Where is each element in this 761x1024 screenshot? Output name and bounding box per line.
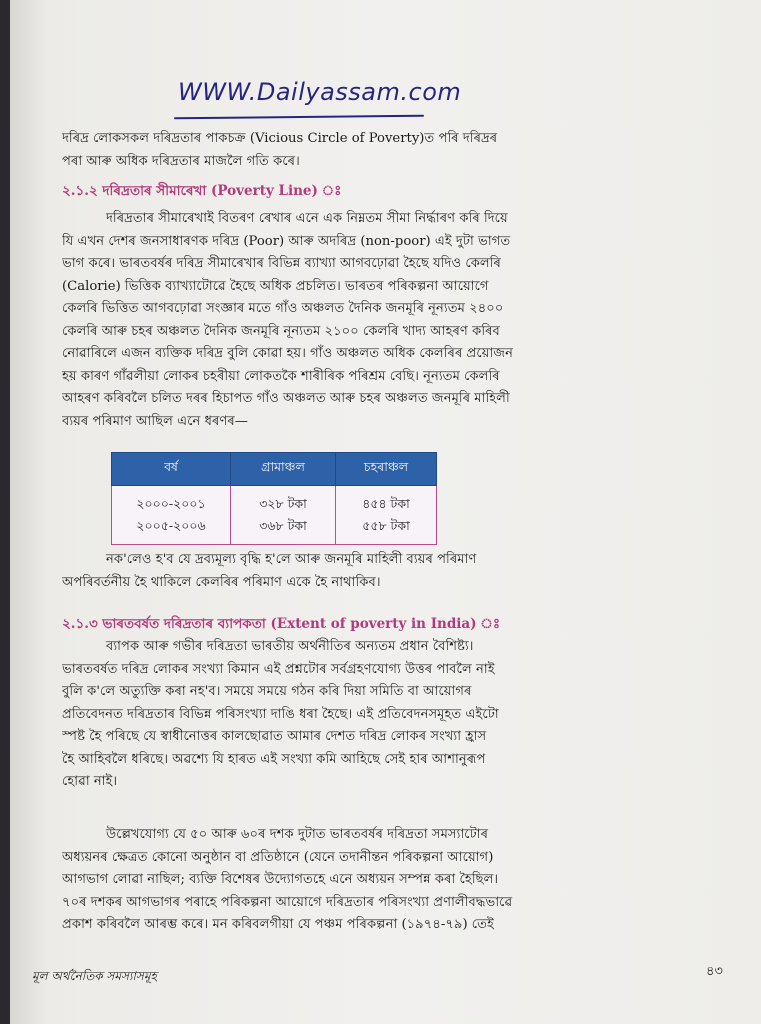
text-line: কেলৰি আৰু চহৰ অঞ্চলত দৈনিক জনমূৰি নূন্যতম ২১০০ কেলৰি খাদ্য আহৰণ কৰিব	[62, 323, 500, 339]
header-year: বৰ্ষ	[112, 453, 231, 486]
year-value: ২০০৫-২০০৬	[136, 518, 206, 533]
book-page	[10, 0, 761, 1024]
text-line: নক'লেও হ'ব যে দ্ৰব্যমূল্য বৃদ্ধি হ'লে আৰু জনমূৰি মাহিলী ব্যয়ৰ পৰিমাণ	[106, 552, 477, 567]
text-line: অপৰিবৰ্তনীয় হৈ থাকিলে কেলৰিৰ পৰিমাণ একে হৈ নাথাকিব।	[62, 574, 381, 590]
text-line: ব্যয়ৰ পৰিমাণ আছিল এনে ধৰণৰ—	[62, 413, 248, 429]
cell-years	[112, 486, 231, 545]
table-row	[112, 486, 437, 545]
cell-urban	[336, 486, 437, 545]
text-line: নোৱাৰিলে এজন ব্যক্তিক দৰিদ্ৰ বুলি কোৱা হয়। গাঁও অঞ্চলত অধিক কেলৰিৰ প্ৰয়োজন	[62, 346, 513, 361]
text-line: দৰিদ্ৰতাৰ সীমাৰেখাই বিতৰণ ৰেখাৰ এনে এক নিম্নতম সীমা নিৰ্দ্ধাৰণ কৰি দিয়ে	[106, 211, 508, 226]
text-line: হৈ আহিবলৈ ধৰিছে। অৱশ্যে যি হাৰত এই সংখ্যা কমি আহিছে সেই হাৰ আশানুৰূপ	[62, 751, 486, 767]
text-line: প্ৰতিবেদনত দৰিদ্ৰতাৰ বিভিন্ন পৰিসংখ্যা দাঙি ধৰা হৈছে। এই প্ৰতিবেদনসমূহত এইটো	[62, 706, 499, 722]
text-line: প্ৰকাশ কৰিবলৈ আৰম্ভ কৰে। মন কৰিবলগীয়া যে পঞ্চম পৰিকল্পনা (১৯৭৪-৭৯) তেই	[62, 917, 494, 932]
text-line: উল্লেখযোগ্য যে ৫০ আৰু ৬০ৰ দশক দুটাত ভাৰতবৰ্ষৰ দৰিদ্ৰতা সমস্যাটোৰ	[106, 827, 489, 842]
text-line: হয় কাৰণ গাঁৱলীয়া লোকৰ চহৰীয়া লোকতকৈ শাৰীৰিক পৰিশ্ৰম বেছি। নূন্যতম কেলৰি	[62, 368, 500, 384]
watermark-underline	[174, 115, 424, 120]
expenditure-table	[111, 452, 437, 545]
text-line: ৭০ৰ দশকৰ আগভাগৰ পৰাহে পৰিকল্পনা আয়োগে দৰিদ্ৰতাৰ পৰিসংখ্যা প্ৰণালীবদ্ধভাৱে	[62, 894, 513, 910]
extent-paragraph-2	[62, 824, 702, 937]
year-value: ২০০০-২০০১	[136, 496, 206, 511]
extent-paragraph-1	[62, 636, 702, 794]
text-line: আগভাগ লোৱা নাছিল; ব্যক্তি বিশেষৰ উদ্যোগতহে এনে অধ্যয়ন সম্পন্ন কৰা হৈছিল।	[62, 872, 499, 887]
page-number: ৪৩	[706, 964, 723, 979]
rural-value: ৩৬৮ টকা	[259, 518, 307, 533]
after-table-paragraph	[62, 549, 702, 594]
text-line: অধ্যয়নৰ ক্ষেত্ৰত কোনো অনুষ্ঠান বা প্ৰতিষ্ঠানে (যেনে তদানীন্তন পৰিকল্পনা আয়োগ)	[62, 849, 494, 865]
section-heading-extent-of-poverty: ২.১.৩ ভাৰতবৰ্ষত দৰিদ্ৰতাৰ ব্যাপকতা (Extent of poverty in India) ঃ	[62, 616, 501, 632]
text-line: স্পষ্ট হৈ পৰিছে যে স্বাধীনোত্তৰ কালছোৱাত আমাৰ দেশত দৰিদ্ৰ লোকৰ সংখ্যা হ্ৰাস	[62, 729, 487, 744]
header-urban: চহৰাঞ্চল	[336, 453, 437, 486]
footer-book-title: মূল অৰ্থনৈতিক সমস্যাসমূহ	[32, 969, 157, 983]
section-heading-poverty-line: ২.১.২ দৰিদ্ৰতাৰ সীমাৰেখা (Poverty Line) ঃ	[62, 183, 342, 199]
text-line: যি এখন দেশৰ জনসাধাৰণক দৰিদ্ৰ (Poor) আৰু অদৰিদ্ৰ (non-poor) এই দুটা ভাগত	[62, 233, 511, 249]
urban-value: ৫৫৮ টকা	[362, 518, 410, 533]
text-line: বুলি ক'লে অত্যুক্তি কৰা নহ'ব। সময়ে সময়ে গঠন কৰি দিয়া সমিতি বা আয়োগৰ	[62, 684, 472, 699]
text-line: কেলৰি ভিত্তিত আগবঢ়োৱা সংজ্ঞাৰ মতে গাঁও অঞ্চলত দৈনিক জনমূৰি নূন্যতম ২৪০০	[62, 301, 504, 316]
watermark: WWW.Dailyassam.com	[178, 78, 462, 106]
table-header-row	[112, 453, 437, 486]
text-line: (Calorie) ভিত্তিক ব্যাখ্যাটোৱে হৈছে অধিক প্ৰচলিত। ভাৰতৰ পৰিকল্পনা আয়োগে	[62, 278, 489, 294]
cell-rural	[231, 486, 336, 545]
header-rural: গ্ৰামাঞ্চল	[231, 453, 336, 486]
text-line: দৰিদ্ৰ লোকসকল দৰিদ্ৰতাৰ পাকচক্ৰ (Vicious Circle of Poverty)ত পৰি দৰিদ্ৰৰ	[62, 131, 498, 146]
text-line: ভাৰতবৰ্ষত দৰিদ্ৰ লোকৰ সংখ্যা কিমান এই প্ৰশ্নটোৰ সৰ্বগ্ৰহণযোগ্য উত্তৰ পাবলৈ নাই	[62, 661, 495, 677]
text-line: ব্যাপক আৰু গভীৰ দৰিদ্ৰতা ভাৰতীয় অৰ্থনীতিৰ অন্যতম প্ৰধান বৈশিষ্ট্য।	[106, 639, 474, 654]
rural-value: ৩২৮ টকা	[259, 496, 307, 511]
text-line: আহৰণ কৰিবলৈ চলিত দৰৰ হিচাপত গাঁও অঞ্চলত আৰু চহৰ অঞ্চলত জনমূৰি মাহিলী	[62, 391, 510, 406]
text-line: হোৱা নাই।	[62, 774, 118, 789]
poverty-line-paragraph	[62, 208, 702, 433]
text-line: ভাগ কৰে। ভাৰতবৰ্ষৰ দৰিদ্ৰ সীমাৰেখাৰ বিভিন্ন ব্যাখ্যা আগবঢ়োৱা হৈছে যদিও কেলৰি	[62, 256, 501, 271]
urban-value: ৪৫৪ টকা	[362, 496, 410, 511]
intro-paragraph	[62, 128, 702, 173]
text-line: পৰা আৰু অধিক দৰিদ্ৰতাৰ মাজলৈ গতি কৰে।	[62, 153, 300, 169]
